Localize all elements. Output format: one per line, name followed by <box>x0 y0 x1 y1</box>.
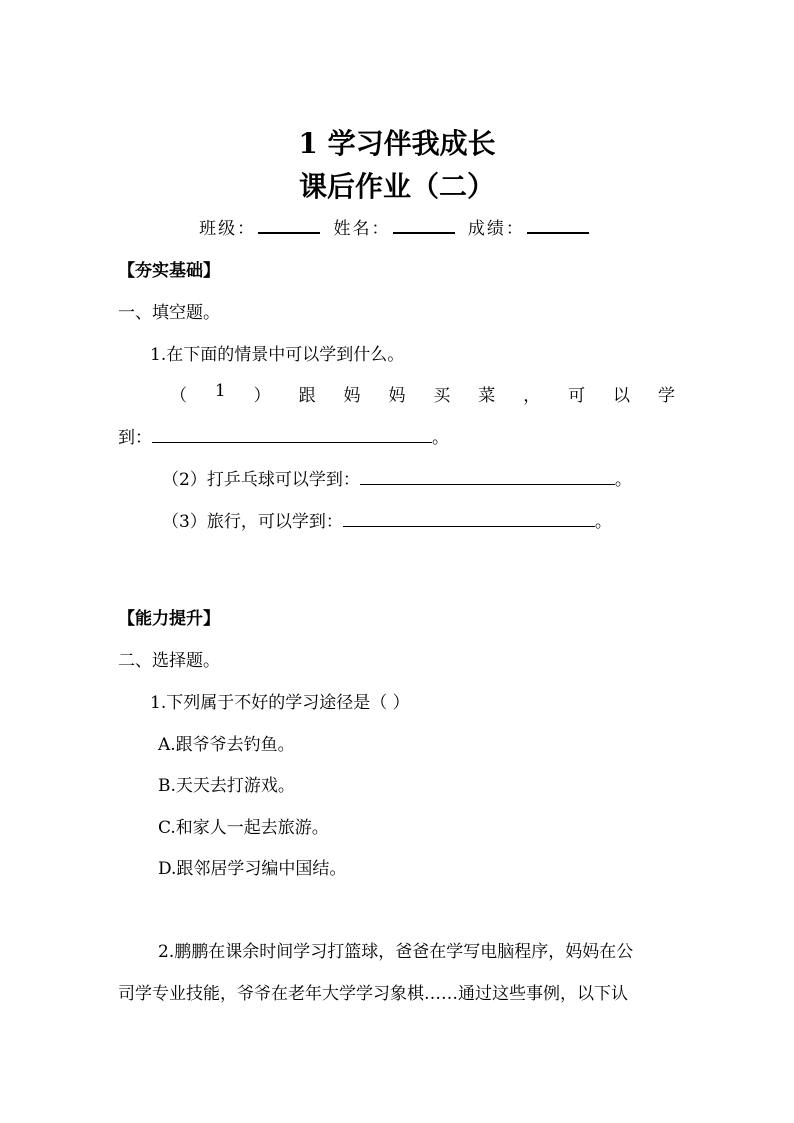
item-3-answer-line <box>343 512 595 527</box>
student-info-row <box>0 214 794 239</box>
worksheet-subtitle: 课后作业（二） <box>298 170 495 203</box>
item-1-line <box>170 381 675 406</box>
item-1-char: 可 <box>568 386 586 406</box>
item-1-char: 妈 <box>343 386 361 406</box>
item-2-end: 。 <box>614 470 632 490</box>
class-blank <box>258 218 320 234</box>
option-d: D.跟邻居学习编中国结。 <box>158 859 347 879</box>
item-2-answer-line <box>360 470 615 485</box>
item-2-line <box>162 465 632 490</box>
choice-question-2-line2: 司学专业技能，爷爷在老年大学学习象棋……通过这些事例，以下认 <box>118 984 628 1004</box>
item-3-end: 。 <box>594 512 612 532</box>
item-1-char: 以 <box>613 386 631 406</box>
choice-question-2-line1: 2.鹏鹏在课余时间学习打篮球，爸爸在学写电脑程序，妈妈在公 <box>158 942 634 962</box>
name-label: 姓名： <box>333 219 391 239</box>
item-1-char: ， <box>523 386 541 406</box>
item-1-char: 跟 <box>298 386 316 406</box>
choice-question-1: 1.下列属于不好的学习途径是（ ） <box>150 693 410 713</box>
item-1-answer-line <box>152 428 432 443</box>
item-1-char: 菜 <box>478 386 496 406</box>
section-heading-advanced: 【能力提升】 <box>118 609 220 629</box>
item-2-label: （2）打乒乓球可以学到： <box>162 470 360 490</box>
class-label: 班级： <box>199 219 257 239</box>
item-1-char: 1 <box>214 381 226 401</box>
question-1-prompt: 1.在下面的情景中可以学到什么。 <box>150 345 405 365</box>
fill-in-title: 一、填空题。 <box>118 303 220 323</box>
worksheet-title: 1 学习伴我成长 <box>298 127 496 160</box>
item-3-label: （3）旅行，可以学到： <box>162 512 343 532</box>
option-a: A.跟爷爷去钓鱼。 <box>158 735 295 755</box>
score-label: 成绩： <box>467 219 525 239</box>
name-blank <box>393 218 455 234</box>
item-1-char: 学 <box>657 386 675 406</box>
option-b: B.天天去打游戏。 <box>158 776 295 796</box>
item-1-char: 妈 <box>388 386 406 406</box>
item-1-label-cont: 到： <box>118 428 152 448</box>
score-blank <box>527 218 589 234</box>
item-1-char: ） <box>253 386 271 406</box>
item-1-char: （ <box>170 386 187 406</box>
item-1-end: 。 <box>432 428 449 448</box>
section-heading-basics: 【夯实基础】 <box>118 261 220 281</box>
choice-title: 二、选择题。 <box>118 651 220 671</box>
item-3-line <box>162 507 612 532</box>
item-1-char: 买 <box>433 386 451 406</box>
option-c: C.和家人一起去旅游。 <box>158 818 329 838</box>
item-1-continued <box>118 423 449 448</box>
